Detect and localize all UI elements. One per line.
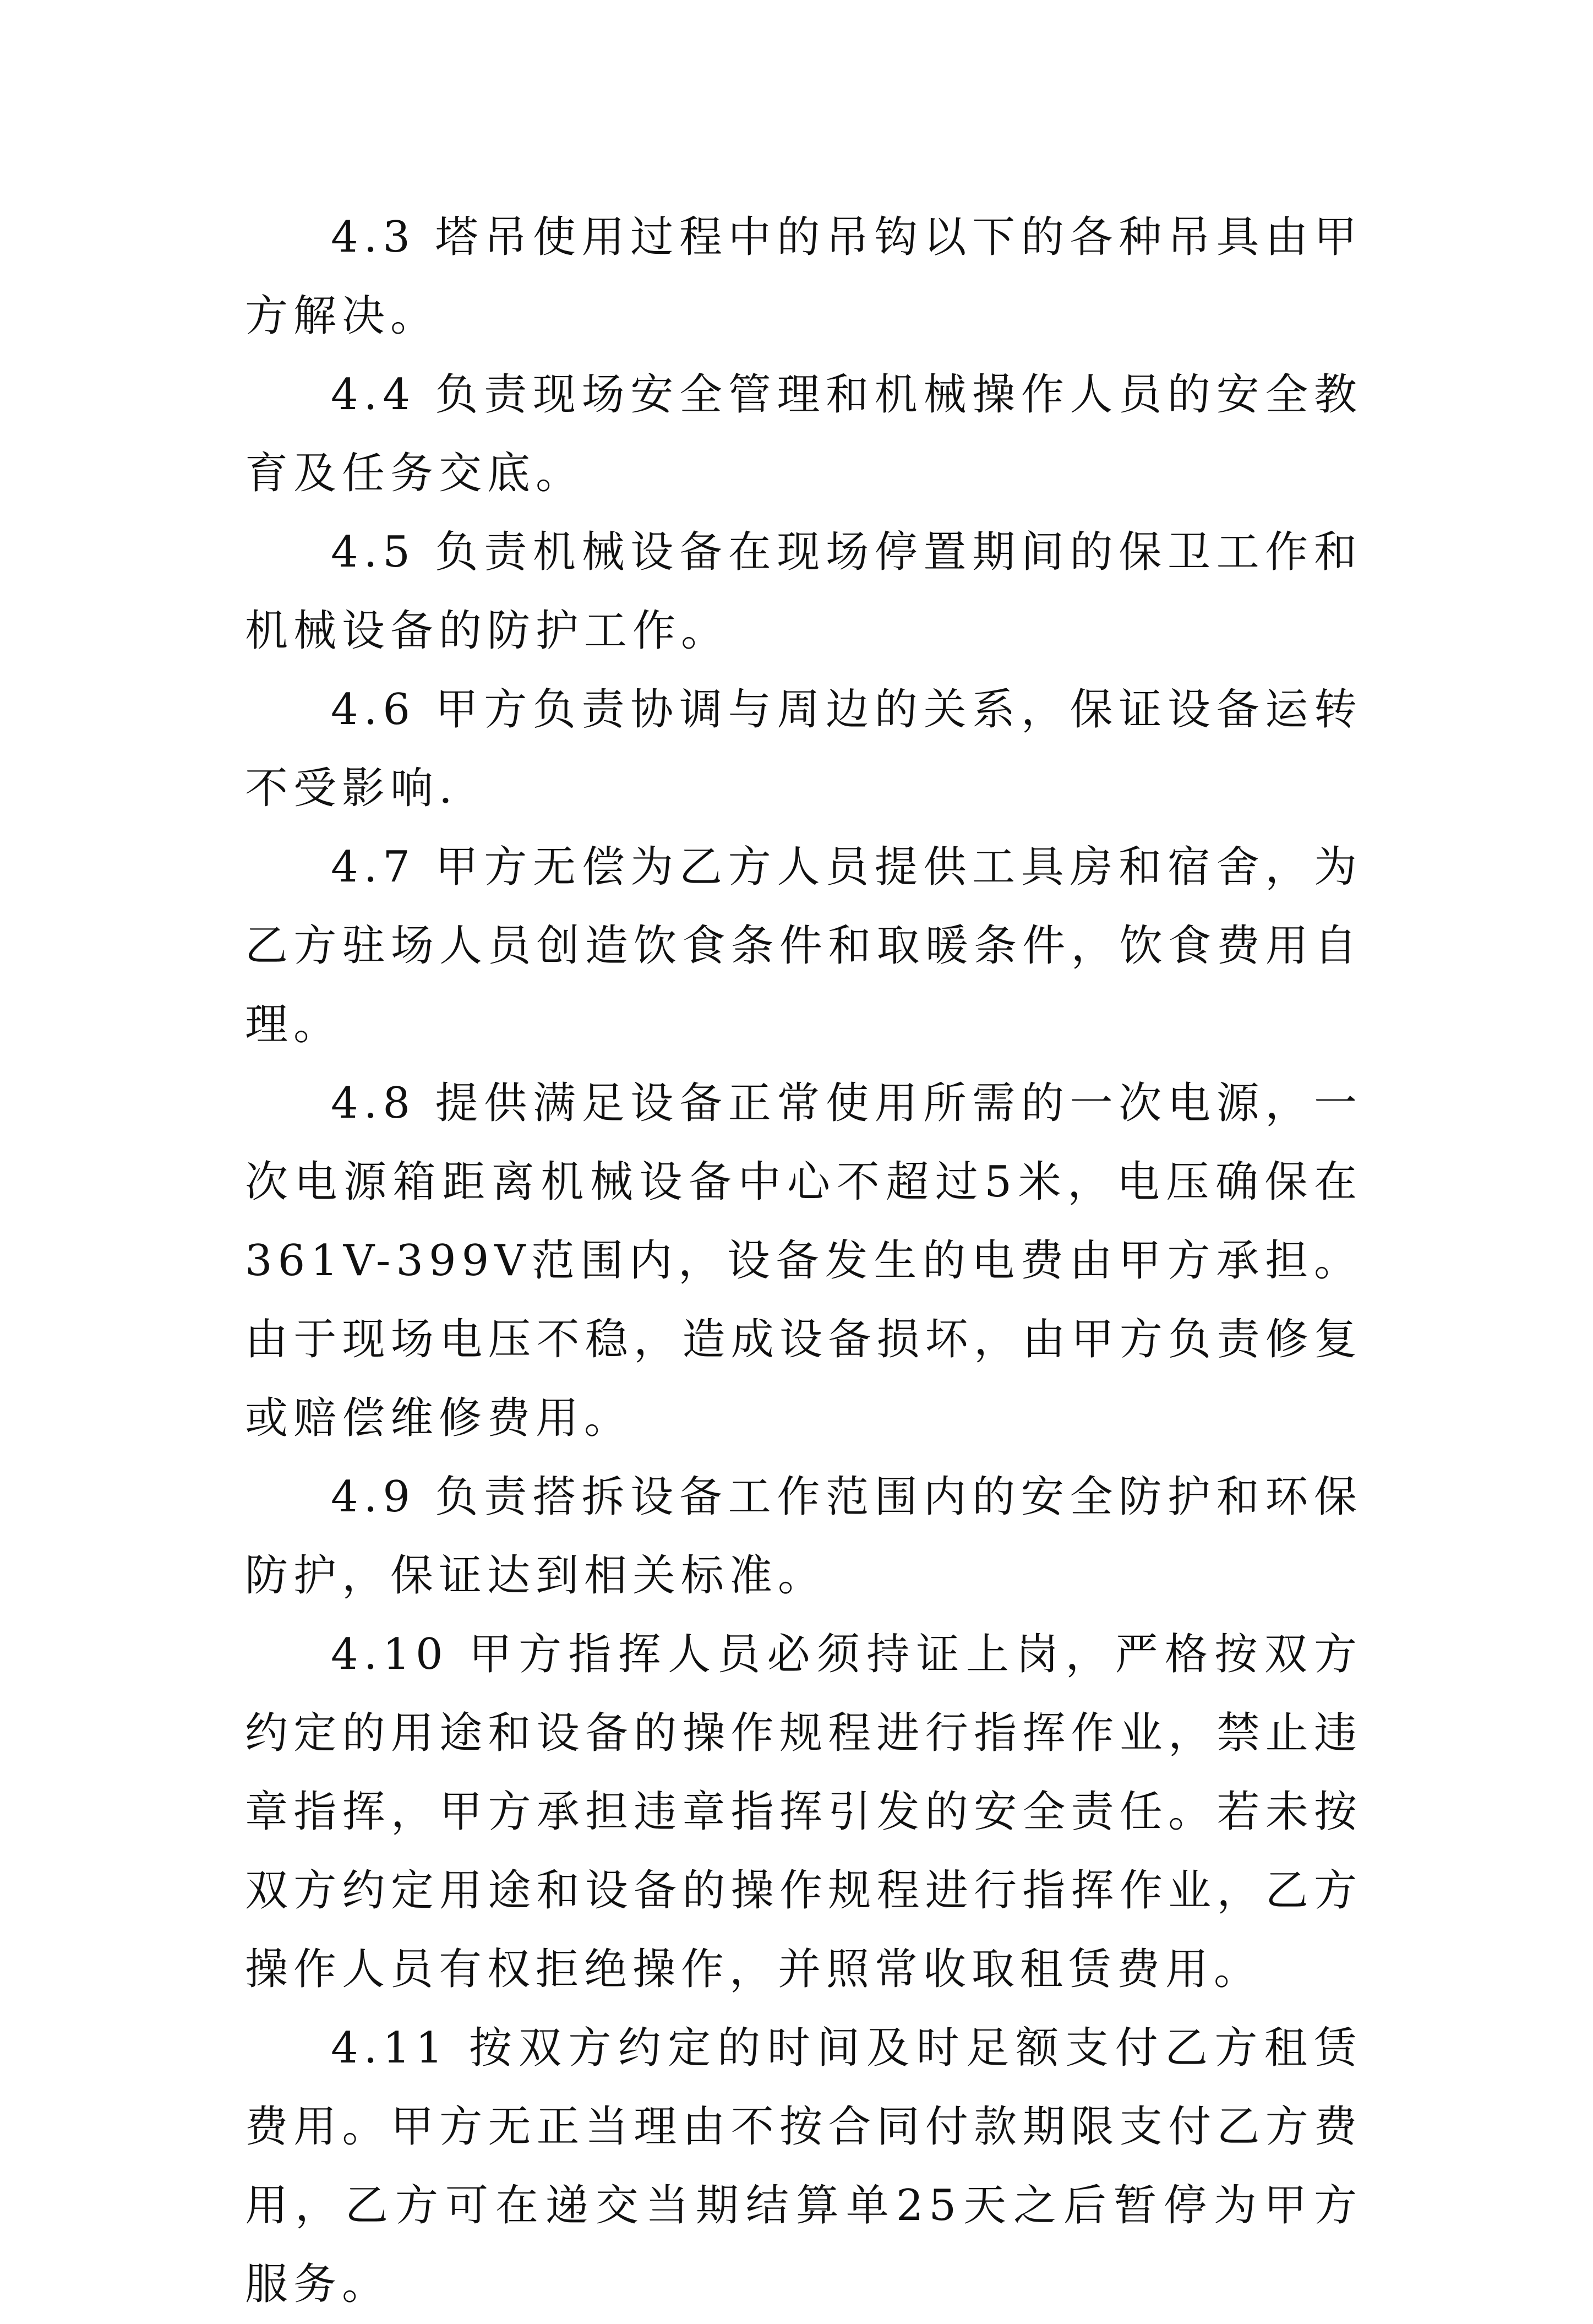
clause-4-9: 4.9 负责搭拆设备工作范围内的安全防护和环保防护，保证达到相关标准。 [245,1472,1362,1601]
clause-4-4: 4.4 负责现场安全管理和机械操作人员的安全教育及任务交底。 [245,370,1362,498]
document-body [245,198,1362,2324]
clause-4-8: 4.8 提供满足设备正常使用所需的一次电源，一次电源箱距离机械设备中心不超过5米，电压确保在361V-399V范围内，设备发生的电费由甲方承担。由于现场电压不稳，造成设备损坏，由甲方负责修复或赔偿维修费用。 [245,1079,1362,1443]
clause-4-6: 4.6 甲方负责协调与周边的关系，保证设备运转不受影响. [245,685,1362,813]
clause-4-11: 4.11 按双方约定的时间及时足额支付乙方租赁费用。甲方无正当理由不按合同付款期限支付乙方费用，乙方可在递交当期结算单25天之后暂停为甲方服务。 [245,2023,1362,2309]
clause-4-3: 4.3 塔吊使用过程中的吊钩以下的各种吊具由甲方解决。 [245,213,1362,341]
clause-4-7: 4.7 甲方无偿为乙方人员提供工具房和宿舍，为乙方驻场人员创造饮食条件和取暖条件，饮食费用自理。 [245,842,1362,1049]
clause-4-10: 4.10 甲方指挥人员必须持证上岗，严格按双方约定的用途和设备的操作规程进行指挥作业，禁止违章指挥，甲方承担违章指挥引发的安全责任。若未按双方约定用途和设备的操作规程进行指挥作业，乙方操作人员有权拒绝操作，并照常收取租赁费用。 [245,1630,1362,1994]
clause-4-5: 4.5 负责机械设备在现场停置期间的保卫工作和机械设备的防护工作。 [245,527,1362,656]
